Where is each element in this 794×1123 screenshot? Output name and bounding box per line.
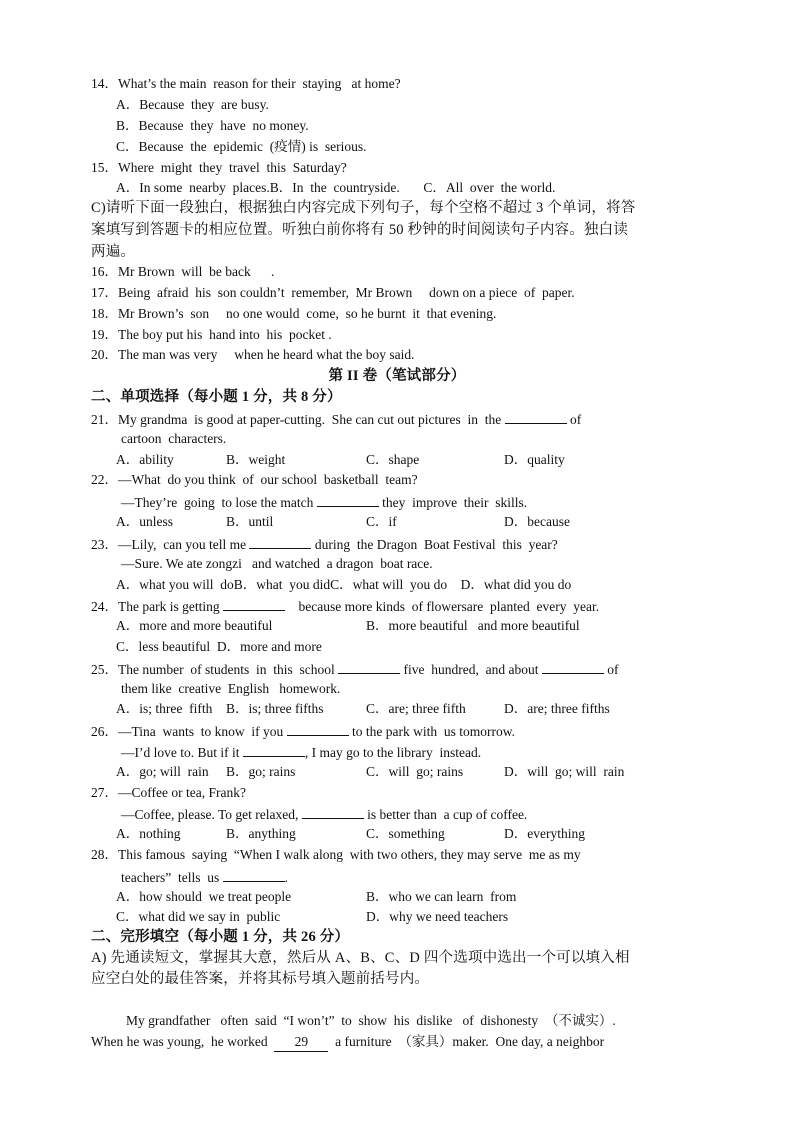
q21-stem <box>91 409 581 429</box>
q22-line1: 22．—What do you think of our school basketball team? <box>91 472 418 487</box>
q27-line2-end: is better than a cup of coffee. <box>367 807 528 822</box>
q17: 17．Being afraid his son couldn’t remember, Mr Brown down on a piece of paper. <box>91 285 575 300</box>
q22-option-a: A．unless <box>116 514 173 529</box>
q27-line2 <box>121 804 527 824</box>
cloze-instruction-line2: 应空白处的最佳答案，并将其标号填入题前括号内。 <box>91 971 430 987</box>
cloze-passage-line2 <box>91 1033 604 1052</box>
q25-stem-cont: them like creative English homework. <box>121 681 341 696</box>
q27-option-d: D．everything <box>504 826 585 841</box>
q26-option-b: B．go; rains <box>226 764 296 779</box>
q21-stem-cont: cartoon characters. <box>121 431 227 446</box>
q28-option-c: C．what did we say in public <box>116 909 281 924</box>
section-c-instruction-line3: 两遍。 <box>91 244 136 260</box>
q26-line1-text: 26．—Tina wants to know if you <box>91 724 284 739</box>
q23-line1 <box>91 534 558 554</box>
q27-option-a: A．nothing <box>116 826 181 841</box>
q15-options: A．In some nearby places.B．In the countryside. C．All over the world. <box>116 180 556 195</box>
q22-blank <box>317 492 379 507</box>
q28-blank <box>223 867 285 882</box>
q21-blank <box>505 409 567 424</box>
q19: 19．The boy put his hand into his pocket . <box>91 327 332 342</box>
q21-stem-end: of <box>570 412 582 427</box>
q21-option-d: D．quality <box>504 452 565 467</box>
cloze-heading: 二、完形填空（每小题 1 分，共 26 分） <box>91 929 350 945</box>
q24-stem-text: 24．The park is getting <box>91 599 220 614</box>
q26-blank-2 <box>243 742 305 757</box>
q28-option-d: D．why we need teachers <box>366 909 509 924</box>
q14-option-a: A．Because they are busy. <box>116 97 269 112</box>
q26-option-c: C．will go; rains <box>366 764 464 779</box>
q21-stem-text: 21．My grandma is good at paper-cutting. She can cut out pictures in the <box>91 412 502 427</box>
cloze-blank-29: 29 <box>274 1033 328 1052</box>
q28-option-a: A．how should we treat people <box>116 889 292 904</box>
q26-line1 <box>91 721 515 741</box>
q28-line2-text: teachers” tells us <box>121 870 220 885</box>
q18: 18．Mr Brown’s son no one would come, so he burnt it that evening. <box>91 306 497 321</box>
q15-stem: 15．Where might they travel this Saturday? <box>91 160 347 175</box>
part2-title: 第 II 卷（笔试部分） <box>328 368 466 384</box>
q25-blank-1 <box>338 659 400 674</box>
single-choice-heading: 二、单项选择（每小题 1 分，共 8 分） <box>91 389 342 405</box>
q23-options: A．what you will doB．what you didC．what will you do D．what did you do <box>116 577 572 592</box>
q27-blank <box>302 804 364 819</box>
q24-option-cd: C．less beautiful D．more and more <box>116 639 322 654</box>
q28-line2 <box>121 867 288 887</box>
q26-line2-end: , I may go to the library instead. <box>304 745 482 760</box>
q26-option-d: D．will go; will rain <box>504 764 625 779</box>
q23-line2: —Sure. We ate zongzi and watched a dragon boat race. <box>121 556 433 571</box>
q22-line2 <box>121 492 527 512</box>
q28-line2-end: . <box>284 870 288 885</box>
cloze-passage-line2-text: When he was young, he worked <box>91 1034 268 1049</box>
q25-stem <box>91 659 618 679</box>
section-c-instruction-line1: C)请听下面一段独白，根据独白内容完成下列句子，每个空格不超过 3 个单词，将答 <box>91 200 636 216</box>
q22-option-b: B．until <box>226 514 274 529</box>
q25-stem-text: 25．The number of students in this school <box>91 662 335 677</box>
q27-line2-text: —Coffee, please. To get relaxed, <box>121 807 299 822</box>
cloze-passage-line2-end: a furniture （家具）maker. One day, a neighbor <box>335 1034 605 1049</box>
q21-option-b: B．weight <box>226 452 286 467</box>
q27-option-b: B．anything <box>226 826 296 841</box>
q24-option-b: B．more beautiful and more beautiful <box>366 618 580 633</box>
q26-line2-text: —I’d love to. But if it <box>121 745 240 760</box>
q22-line2-end: they improve their skills. <box>382 495 528 510</box>
q28-option-b: B．who we can learn from <box>366 889 517 904</box>
q25-option-d: D．are; three fifths <box>504 701 610 716</box>
cloze-instruction-line1: A) 先通读短文，掌握其大意，然后从 A、B、C、D 四个选项中选出一个可以填入相 <box>91 950 630 966</box>
q25-stem-end: of <box>607 662 619 677</box>
q27-option-c: C．something <box>366 826 445 841</box>
q26-line1-end: to the park with us tomorrow. <box>352 724 515 739</box>
q21-option-c: C．shape <box>366 452 420 467</box>
q27-line1: 27．—Coffee or tea, Frank? <box>91 785 246 800</box>
q25-stem-mid: five hundred, and about <box>403 662 539 677</box>
q22-option-d: D．because <box>504 514 570 529</box>
q24-option-a: A．more and more beautiful <box>116 618 273 633</box>
q23-line1-end: during the Dragon Boat Festival this year? <box>314 537 558 552</box>
q25-blank-2 <box>542 659 604 674</box>
q24-blank <box>223 596 285 611</box>
q25-option-b: B．is; three fifths <box>226 701 324 716</box>
q28-line1: 28．This famous saying “When I walk along with two others, they may serve me as my <box>91 847 581 862</box>
section-c-instruction-line2: 案填写到答题卡的相应位置。听独白前你将有 50 秒钟的时间阅读句子内容。独白读 <box>91 222 629 238</box>
cloze-passage-line1: My grandfather often said “I won’t” to show his dislike of dishonesty （不诚实）. <box>126 1013 616 1028</box>
q14-option-b: B．Because they have no money. <box>116 118 309 133</box>
q24-stem <box>91 596 599 616</box>
q24-stem-end: because more kinds of flowersare planted every year. <box>298 599 600 614</box>
q14-option-c: C．Because the epidemic (疫情) is serious. <box>116 139 367 154</box>
q20: 20．The man was very when he heard what the boy said. <box>91 347 415 362</box>
q23-line1-text: 23．—Lily, can you tell me <box>91 537 247 552</box>
q26-blank-1 <box>287 721 349 736</box>
q16: 16．Mr Brown will be back . <box>91 264 275 279</box>
q25-option-a: A．is; three fifth <box>116 701 213 716</box>
q14-stem: 14．What’s the main reason for their staying at home? <box>91 76 401 91</box>
q22-option-c: C．if <box>366 514 397 529</box>
q22-line2-text: —They’re going to lose the match <box>121 495 314 510</box>
q25-option-c: C．are; three fifth <box>366 701 466 716</box>
q26-line2 <box>121 742 481 762</box>
q26-option-a: A．go; will rain <box>116 764 209 779</box>
q21-option-a: A．ability <box>116 452 174 467</box>
q23-blank <box>249 534 311 549</box>
